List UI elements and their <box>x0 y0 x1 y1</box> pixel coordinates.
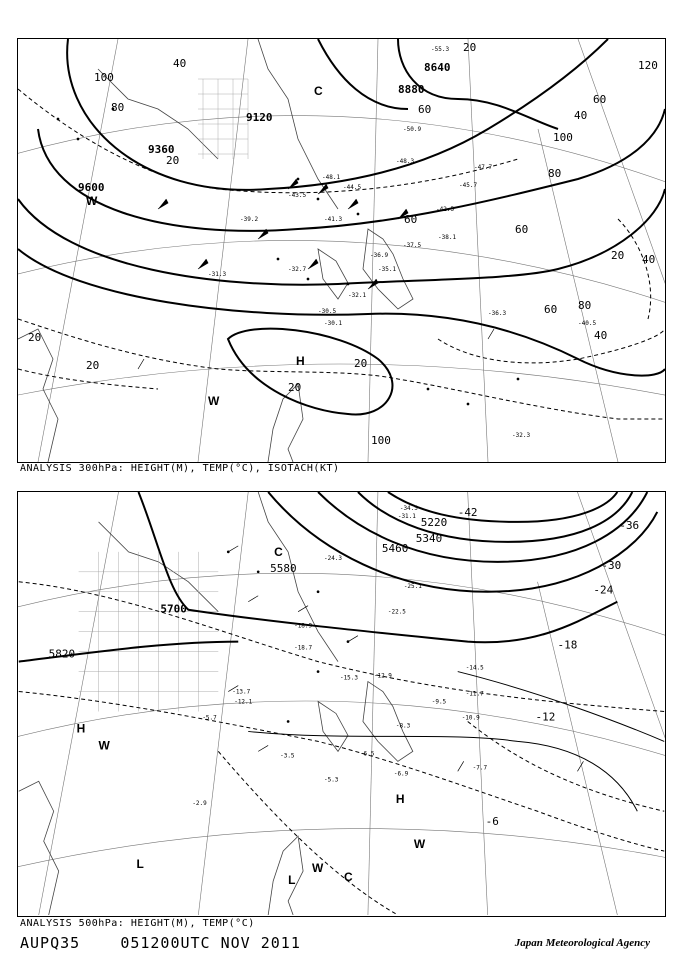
temp-obs: -18.9 <box>294 622 313 630</box>
temp-obs: -6.5 <box>359 750 375 758</box>
cold-marker: C <box>314 84 323 98</box>
analysis-datetime: 051200UTC NOV 2011 <box>120 934 301 952</box>
height-label: 5340 <box>415 531 443 545</box>
cold-marker: C <box>274 544 283 559</box>
temp-obs: -43.5 <box>288 192 307 199</box>
temp-label: -36 <box>619 518 640 532</box>
temp-obs: -50.9 <box>403 126 422 133</box>
map-300hpa-canvas <box>18 39 665 462</box>
isotach-label: 40 <box>594 329 608 342</box>
temp-obs: -31.3 <box>208 271 227 278</box>
isotach-label: 60 <box>404 213 418 226</box>
temp-obs: -25.1 <box>403 582 422 590</box>
height-labels <box>78 61 451 194</box>
warm-marker: W <box>86 194 98 208</box>
height-label: 5460 <box>381 541 409 555</box>
low-pressure-marker: L <box>288 873 296 888</box>
temp-obs: -2.9 <box>192 800 207 808</box>
temp-obs: -34.5 <box>399 504 418 512</box>
temp-obs: -55.3 <box>431 46 450 53</box>
solid-temp-lines <box>248 672 664 812</box>
height-label: 8880 <box>398 83 425 96</box>
warm-marker: W <box>312 861 324 876</box>
isotach-label: 20 <box>354 357 368 370</box>
height-contours <box>18 39 665 414</box>
map-300hpa <box>17 38 666 463</box>
isotach-label: 20 <box>463 41 477 54</box>
temp-obs: -44.5 <box>343 184 362 191</box>
isotach-label: 40 <box>574 109 588 122</box>
warm-marker: W <box>413 837 426 852</box>
isotach-label: 80 <box>578 299 592 312</box>
temp-obs: -36.9 <box>370 252 389 259</box>
temp-obs: -18.7 <box>294 644 313 652</box>
high-pressure-marker: H <box>296 354 305 368</box>
height-label: 5700 <box>160 602 187 616</box>
isotach-label: 40 <box>173 57 187 70</box>
height-label: 5820 <box>48 647 76 661</box>
height-label: 5580 <box>270 561 297 575</box>
temp-label: -12 <box>535 710 556 724</box>
temp-obs: -9.5 <box>431 698 447 706</box>
isotach-label: 20 <box>86 359 100 372</box>
temp-label: -18 <box>557 638 578 652</box>
temp-label: -24 <box>593 583 614 597</box>
temp-obs: -35.1 <box>378 266 397 273</box>
high-pressure-marker: H <box>76 721 86 736</box>
temp-labels <box>458 506 639 828</box>
temp-obs: -38.1 <box>438 234 457 241</box>
isotach-label: 60 <box>418 103 432 116</box>
height-label: 8640 <box>424 61 451 74</box>
temp-obs: -14.5 <box>465 664 484 672</box>
isotach-label: 60 <box>544 303 558 316</box>
hatched-region <box>79 552 219 712</box>
height-contours <box>19 492 657 662</box>
isotach-label: 60 <box>515 223 529 236</box>
height-label: 9120 <box>246 111 273 124</box>
isotach-label: 120 <box>638 59 658 72</box>
isotach-label: 40 <box>642 253 656 266</box>
agency-credit: Japan Meteorological Agency <box>514 937 650 949</box>
temp-obs: -40.5 <box>578 320 597 327</box>
temp-obs: -45.7 <box>459 182 478 189</box>
temp-obs: -47.7 <box>474 164 493 171</box>
temp-obs: -22.5 <box>387 608 406 616</box>
temp-obs: -48.3 <box>396 158 415 165</box>
temp-obs: -11.7 <box>465 690 484 698</box>
temp-obs: -42.5 <box>436 206 455 213</box>
height-label: 5220 <box>420 515 448 529</box>
isotach-label: 20 <box>166 154 180 167</box>
temp-obs: -32.1 <box>348 292 367 299</box>
isotach-label: 100 <box>371 434 391 447</box>
temp-obs: -6.9 <box>393 770 409 778</box>
caption-500hpa: ANALYSIS 500hPa: HEIGHT(M), TEMP(°C) <box>20 918 255 929</box>
temp-label: -30 <box>601 558 622 572</box>
isotach-label: 20 <box>28 331 42 344</box>
height-label: 9360 <box>148 143 175 156</box>
temp-obs: -30.5 <box>318 308 337 315</box>
temp-label: -6 <box>485 815 499 829</box>
temp-obs: -37.5 <box>403 242 422 249</box>
station-obs <box>57 108 519 405</box>
high-pressure-marker: H <box>395 792 405 807</box>
temp-obs: -5.7 <box>202 714 217 722</box>
temp-obs: -41.3 <box>324 216 343 223</box>
isotach-label: 20 <box>611 249 625 262</box>
temp-obs: -30.1 <box>324 320 343 327</box>
isotach-label: 20 <box>288 381 302 394</box>
temp-obs: -3.5 <box>280 752 295 760</box>
temp-obs: -12.9 <box>373 672 392 680</box>
caption-300hpa: ANALYSIS 300hPa: HEIGHT(M), TEMP(°C), ISOTACH(KT) <box>20 463 340 474</box>
temp-label: -42 <box>457 505 478 519</box>
temp-observations <box>192 505 487 807</box>
isotach-label: 80 <box>548 167 562 180</box>
map-500hpa <box>17 491 666 917</box>
temp-obs: -24.3 <box>324 554 343 562</box>
temp-obs: -39.2 <box>240 216 259 223</box>
temp-obs: -12.1 <box>234 698 253 706</box>
isotach-label: 60 <box>593 93 607 106</box>
product-header <box>20 934 301 952</box>
temp-obs: -13.7 <box>232 688 251 696</box>
warm-marker: W <box>98 738 110 753</box>
height-label: 9600 <box>78 181 105 194</box>
isotach-label: 80 <box>111 101 125 114</box>
temp-obs: -7.7 <box>472 764 488 772</box>
isotach-label: 100 <box>553 131 573 144</box>
cold-marker: C <box>343 870 353 885</box>
temp-obs: -8.3 <box>395 722 411 730</box>
pressure-systems <box>77 545 426 887</box>
temp-obs: -32.7 <box>288 266 307 273</box>
pressure-systems <box>86 84 323 408</box>
temp-obs: -5.3 <box>324 776 339 784</box>
temp-obs: -32.3 <box>512 432 531 439</box>
temp-obs: -10.9 <box>461 714 480 722</box>
warm-marker: W <box>208 394 220 408</box>
temp-obs: -31.1 <box>397 512 416 520</box>
isotach-label: 100 <box>94 71 114 84</box>
low-pressure-marker: L <box>136 857 144 872</box>
temp-observations <box>208 46 596 439</box>
temp-obs: -36.3 <box>488 310 507 317</box>
map-500hpa-canvas <box>18 492 665 915</box>
temp-obs: -48.1 <box>322 174 341 181</box>
temp-obs: -15.3 <box>340 674 358 682</box>
product-id: AUPQ35 <box>20 934 81 952</box>
coastlines <box>19 492 413 915</box>
